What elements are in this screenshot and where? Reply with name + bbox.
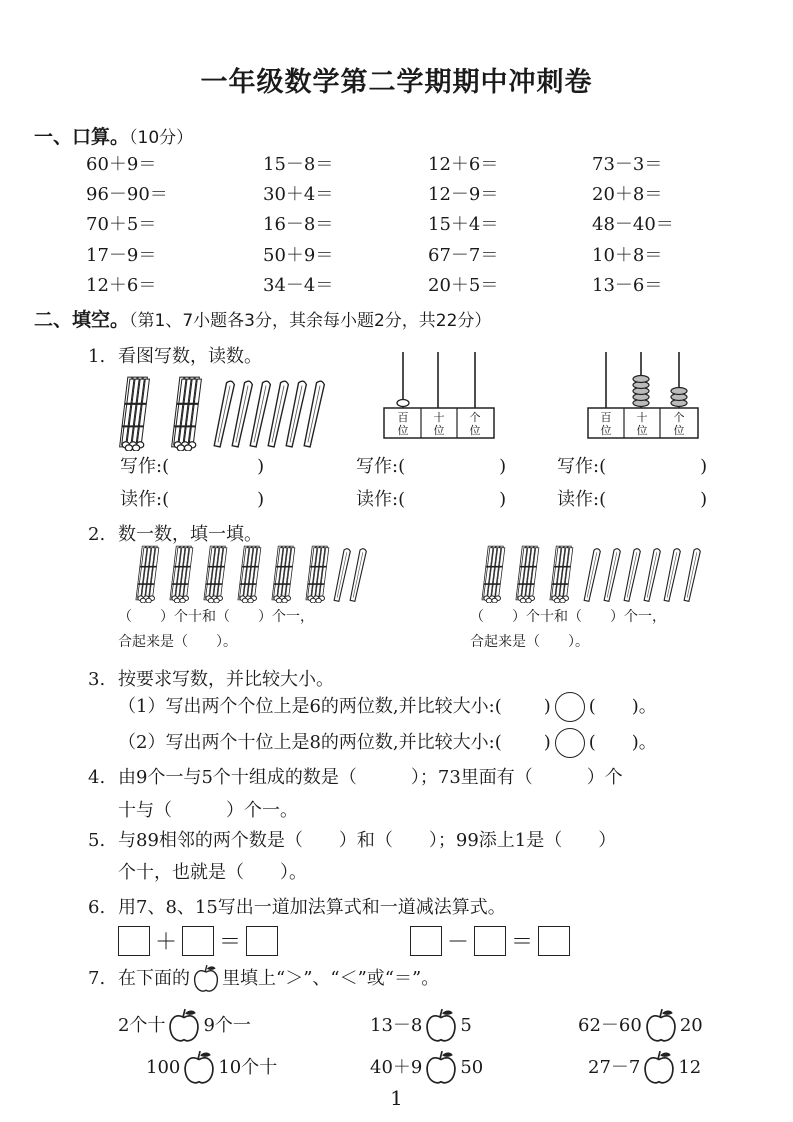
section1-heading bbox=[34, 122, 193, 149]
compare-left: 27－7 bbox=[588, 1057, 641, 1078]
q1-write-1: 写作:( ) bbox=[120, 456, 265, 477]
q6-subtraction bbox=[410, 925, 570, 956]
calc-item: 12－9＝ bbox=[428, 184, 499, 205]
q5-number: 5. bbox=[88, 830, 106, 851]
q3-text: 按要求写数，并比较大小。 bbox=[118, 669, 334, 690]
calc-item: 73－3＝ bbox=[592, 154, 663, 175]
section1-score: （10分） bbox=[129, 128, 194, 148]
q2-left-line1: （ ）个十和（ ）个一， bbox=[118, 609, 314, 625]
q4-line1: 由9个一与5个十组成的数是（ ）；73里面有（ ）个 bbox=[118, 767, 623, 788]
compare-right: 5 bbox=[460, 1015, 472, 1036]
compare-left: 40＋9 bbox=[370, 1057, 423, 1078]
compare-left: 100 bbox=[146, 1057, 181, 1078]
q7-text-a: 在下面的 bbox=[118, 968, 190, 989]
answer-box[interactable] bbox=[246, 926, 278, 956]
answer-box[interactable] bbox=[118, 926, 150, 956]
answer-box[interactable] bbox=[410, 926, 442, 956]
abacus2-label-tens-2: 位 bbox=[636, 424, 648, 437]
compare-item bbox=[370, 1050, 483, 1086]
page-number: 1 bbox=[390, 1086, 403, 1110]
compare-item bbox=[370, 1008, 472, 1044]
q2-sticks-left bbox=[132, 543, 372, 603]
q1-number: 1. bbox=[88, 346, 106, 367]
apple-icon bbox=[193, 964, 219, 994]
abacus2-label-hundreds-2: 位 bbox=[600, 424, 612, 437]
q1-text: 看图写数，读数。 bbox=[118, 346, 262, 367]
abacus1-label-ones-2: 位 bbox=[469, 424, 481, 437]
q2-right-line1: （ ）个十和（ ）个一， bbox=[470, 609, 666, 625]
apple-icon[interactable] bbox=[183, 1050, 215, 1086]
apple-icon[interactable] bbox=[425, 1050, 457, 1086]
answer-box[interactable] bbox=[182, 926, 214, 956]
q6-number: 6. bbox=[88, 897, 106, 918]
q4 bbox=[88, 763, 623, 789]
calc-item: 17－9＝ bbox=[86, 245, 157, 266]
compare-circle-2[interactable] bbox=[555, 728, 585, 758]
q1-read-1: 读作:( ) bbox=[120, 489, 265, 510]
compare-left: 2个十 bbox=[118, 1015, 166, 1036]
compare-item bbox=[588, 1050, 701, 1086]
q1-write-2: 写作:( ) bbox=[356, 456, 507, 477]
q2-number: 2. bbox=[88, 524, 106, 545]
abacus-bead bbox=[633, 376, 649, 383]
calc-item: 50＋9＝ bbox=[263, 245, 334, 266]
q3 bbox=[88, 665, 334, 691]
compare-right: 12 bbox=[678, 1057, 702, 1078]
abacus1-label-hundreds-2: 位 bbox=[397, 424, 409, 437]
answer-box[interactable] bbox=[538, 926, 570, 956]
abacus2-label-ones-1: 个 bbox=[673, 411, 685, 424]
apple-icon[interactable] bbox=[645, 1008, 677, 1044]
calc-item: 13－6＝ bbox=[592, 275, 663, 296]
q1 bbox=[88, 342, 262, 368]
compare-item bbox=[146, 1050, 277, 1086]
q6-addition bbox=[118, 925, 278, 956]
q5-line2: 个十，也就是（ ）。 bbox=[118, 862, 307, 883]
calc-item: 20＋8＝ bbox=[592, 184, 663, 205]
apple-icon[interactable] bbox=[425, 1008, 457, 1044]
calc-item: 12＋6＝ bbox=[428, 154, 499, 175]
calc-item: 12＋6＝ bbox=[86, 275, 157, 296]
section2-score: （第1、7小题各3分，其余每小题2分，共22分） bbox=[129, 311, 492, 331]
q3-sub2: （2）写出两个十位上是8的两位数,并比较大小:( ) ( )。 bbox=[118, 728, 657, 758]
compare-item bbox=[578, 1008, 703, 1044]
q1-sticks-image bbox=[115, 373, 340, 453]
compare-right: 9个一 bbox=[203, 1015, 251, 1036]
apple-icon[interactable] bbox=[168, 1008, 200, 1044]
compare-item bbox=[118, 1008, 251, 1044]
q1-write-3: 写作:( ) bbox=[557, 456, 708, 477]
abacus-1 bbox=[378, 350, 498, 445]
minus-sign: － bbox=[446, 930, 469, 955]
equals-sign: ＝ bbox=[510, 930, 533, 955]
q4-line2: 十与（ ）个一。 bbox=[118, 800, 298, 821]
q4-number: 4. bbox=[88, 767, 106, 788]
compare-right: 50 bbox=[460, 1057, 484, 1078]
section1-title: 一、口算。 bbox=[34, 126, 130, 148]
calc-item: 60＋9＝ bbox=[86, 154, 157, 175]
abacus-2 bbox=[584, 350, 704, 445]
q5-line1: 与89相邻的两个数是（ ）和（ ）；99添上1是（ ） bbox=[118, 830, 617, 851]
compare-left: 62－60 bbox=[578, 1015, 642, 1036]
compare-left: 13－8 bbox=[370, 1015, 423, 1036]
q1-read-3: 读作:( ) bbox=[557, 489, 708, 510]
compare-right: 20 bbox=[679, 1015, 703, 1036]
calc-item: 67－7＝ bbox=[428, 245, 499, 266]
abacus1-label-tens-2: 位 bbox=[433, 424, 445, 437]
abacus1-label-tens-1: 十 bbox=[433, 411, 445, 424]
q2-sticks-right bbox=[478, 543, 723, 603]
calc-item: 34－4＝ bbox=[263, 275, 334, 296]
equals-sign: ＝ bbox=[218, 930, 241, 955]
calc-item: 96－90＝ bbox=[86, 184, 168, 205]
q2-text: 数一数，填一填。 bbox=[118, 524, 262, 545]
q7 bbox=[88, 964, 439, 994]
q3-number: 3. bbox=[88, 669, 106, 690]
plus-sign: ＋ bbox=[154, 930, 177, 955]
abacus1-label-ones-1: 个 bbox=[469, 411, 481, 424]
q3-sub1: （1）写出两个个位上是6的两位数,并比较大小:( ) ( )。 bbox=[118, 692, 657, 722]
calc-item: 20＋5＝ bbox=[428, 275, 499, 296]
q7-text-b: 里填上“＞”、“＜”或“＝”。 bbox=[222, 968, 440, 989]
abacus1-label-hundreds-1: 百 bbox=[397, 411, 409, 424]
abacus-bead bbox=[671, 388, 687, 395]
apple-icon[interactable] bbox=[643, 1050, 675, 1086]
q7-number: 7. bbox=[88, 968, 106, 989]
compare-circle-1[interactable] bbox=[555, 692, 585, 722]
calc-item: 48－40＝ bbox=[592, 214, 674, 235]
calc-item: 15＋4＝ bbox=[428, 214, 499, 235]
q2-left-line2: 合起来是（ ）。 bbox=[118, 634, 237, 650]
abacus2-label-hundreds-1: 百 bbox=[600, 411, 612, 424]
calc-item: 16－8＝ bbox=[263, 214, 334, 235]
calc-item: 15－8＝ bbox=[263, 154, 334, 175]
q5 bbox=[88, 826, 616, 852]
calc-item: 70＋5＝ bbox=[86, 214, 157, 235]
section2-heading bbox=[34, 305, 491, 332]
abacus2-label-ones-2: 位 bbox=[673, 424, 685, 437]
q1-read-2: 读作:( ) bbox=[356, 489, 507, 510]
calc-item: 10＋8＝ bbox=[592, 245, 663, 266]
compare-right: 10个十 bbox=[218, 1057, 278, 1078]
page-title: 一年级数学第二学期期中冲刺卷 bbox=[200, 67, 593, 98]
q6-text: 用7、8、15写出一道加法算式和一道减法算式。 bbox=[118, 897, 506, 918]
abacus2-label-tens-1: 十 bbox=[636, 411, 648, 424]
answer-box[interactable] bbox=[474, 926, 506, 956]
q2-right-line2: 合起来是（ ）。 bbox=[470, 634, 589, 650]
section2-title: 二、填空。 bbox=[34, 309, 130, 331]
calc-item: 30＋4＝ bbox=[263, 184, 334, 205]
q6 bbox=[88, 893, 506, 919]
